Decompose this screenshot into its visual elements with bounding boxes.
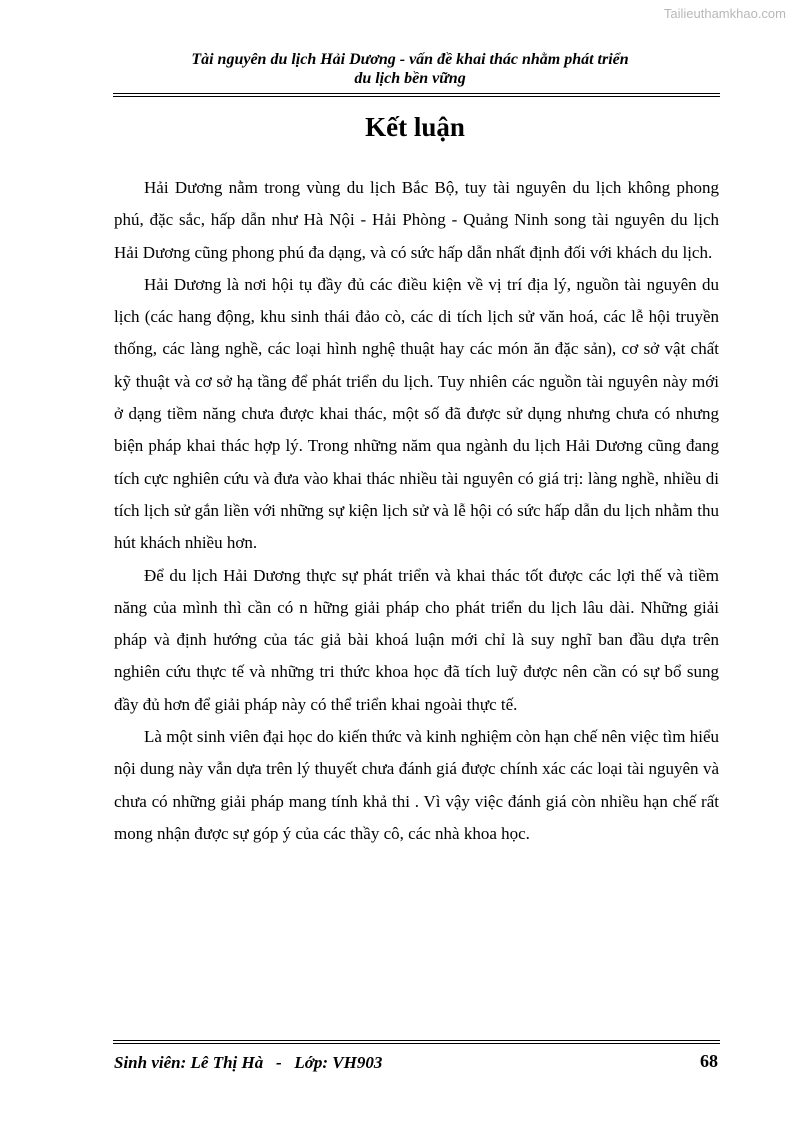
body-text: [114, 172, 719, 850]
footer-author: Sinh viên: Lê Thị Hà - Lớp: VH903: [114, 1053, 383, 1072]
paragraph: Là một sinh viên đại học do kiến thức và kinh nghiệm còn hạn chế nên việc tìm hiểu nội dung này vẫn dựa trên lý thuyết chưa đánh giá được chính xác các loại tài nguyên và chưa có những giải pháp mang tính khả thi . Vì vậy việc đánh giá còn nhiều hạn chế rất mong nhận được sự góp ý của các thầy cô, các nhà khoa học.: [114, 727, 719, 843]
page-number: 68: [700, 1051, 718, 1071]
paragraph: Để du lịch Hải Dương thực sự phát triển và khai thác tốt được các lợi thế và tiềm năng của mình thì cần có n hững giải pháp cho phát triển du lịch lâu dài. Những giải pháp và định hướng của tác giả bài khoá luận mới chỉ là suy nghĩ ban đầu dựa trên nghiên cứu thực tế và những tri thức khoa học đã tích luỹ được nên cần có sự bổ sung đầy đủ hơn để giải pháp này có thể triển khai ngoài thực tế.: [114, 565, 719, 714]
footer-divider: [113, 1040, 720, 1044]
header-line-1: Tài nguyên du lịch Hải Dương - vấn đề khai thác nhằm phát triển: [191, 51, 629, 68]
header-divider: [113, 93, 720, 97]
running-header: [100, 50, 720, 88]
paragraph: Hải Dương nằm trong vùng du lịch Bắc Bộ, tuy tài nguyên du lịch không phong phú, đặc sắc, hấp dẫn như Hà Nội - Hải Phòng - Quảng Ninh song tài nguyên du lịch Hải Dương cũng phong phú đa dạng, và có sức hấp dẫn nhất định đối với khách du lịch.: [114, 178, 719, 262]
header-line-2: du lịch bền vững: [354, 70, 466, 87]
watermark: Tailieuthamkhao.com: [663, 6, 786, 21]
page-title: Kết luận: [365, 112, 465, 142]
paragraph: Hải Dương là nơi hội tụ đầy đủ các điều kiện về vị trí địa lý, nguồn tài nguyên du lịch (các hang động, khu sinh thái đảo cò, các di tích lịch sử văn hoá, các lễ hội truyền thống, các làng nghề, các loại hình nghệ thuật hay các món ăn đặc sản), cơ sở vật chất kỹ thuật và cơ sở hạ tầng để phát triển du lịch. Tuy nhiên các nguồn tài nguyên này mới ở dạng tiềm năng chưa được khai thác, một số đã được sử dụng nhưng chưa có nhưng biện pháp khai thác hợp lý. Trong những năm qua ngành du lịch Hải Dương cũng đang tích cực nghiên cứu và đưa vào khai thác nhiều tài nguyên có giá trị: làng nghề, nhiều di tích lịch sử gắn liền với những sự kiện lịch sử và lễ hội có sức hấp dẫn du lịch nhằm thu hút khách nhiều hơn.: [114, 274, 719, 553]
